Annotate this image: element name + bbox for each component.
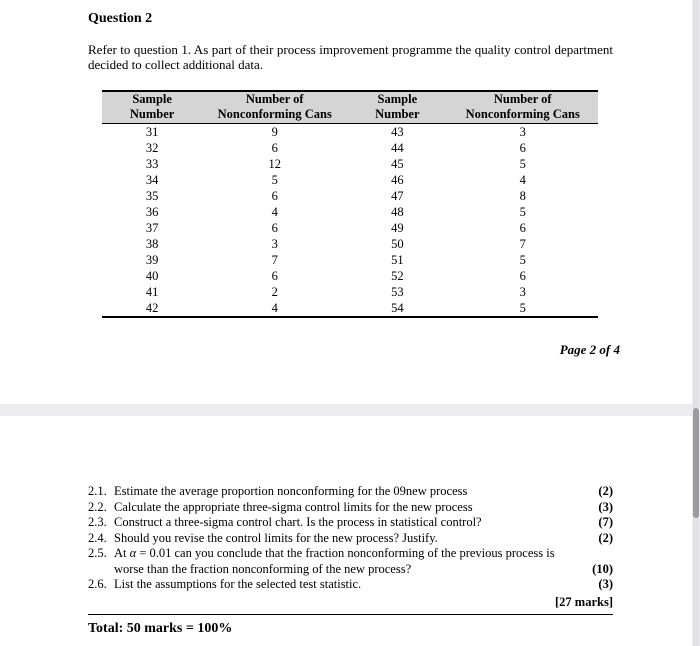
table-cell: 8 bbox=[519, 189, 526, 203]
table-cell: 6 bbox=[519, 269, 526, 283]
table-cell: 47 bbox=[391, 189, 404, 203]
table-cell: 35 bbox=[145, 189, 159, 203]
table-cell: 37 bbox=[145, 221, 159, 235]
task-text: Estimate the average proportion nonconforming for the 09new process bbox=[114, 484, 468, 498]
table-cell: 41 bbox=[145, 285, 159, 299]
task-text: List the assumptions for the selected test statistic. bbox=[114, 577, 362, 591]
table-cell: 4 bbox=[271, 205, 278, 219]
task-item bbox=[88, 577, 613, 593]
table-cell: 42 bbox=[102, 300, 202, 317]
table-row bbox=[102, 188, 598, 204]
table-cell: 4 bbox=[202, 300, 347, 317]
table-row bbox=[102, 204, 598, 220]
header-nonconforming-1-line2: Nonconforming Cans bbox=[202, 108, 347, 124]
scrollbar[interactable] bbox=[693, 0, 699, 646]
table-cell: 50 bbox=[391, 237, 404, 251]
task-marks: (7) bbox=[598, 515, 613, 529]
task-text-rest: = 0.01 can you conclude that the fraction nonconforming of the previous process is bbox=[136, 546, 555, 560]
table-cell: 3 bbox=[519, 285, 526, 299]
table-cell: 39 bbox=[145, 253, 159, 267]
header-nonconforming-2-line2: Nonconforming Cans bbox=[447, 108, 598, 124]
question-intro: Refer to question 1. As part of their process improvement programme the quality control department decided to collect additional data. bbox=[88, 42, 613, 72]
table-row bbox=[102, 284, 598, 300]
table-cell: 7 bbox=[271, 253, 278, 267]
header-sample-2: Sample bbox=[347, 91, 447, 108]
question-heading: Question 2 bbox=[88, 11, 153, 26]
task-number: 2.5. bbox=[88, 546, 107, 560]
task-continuation bbox=[88, 562, 613, 578]
table-row bbox=[102, 236, 598, 252]
table-cell: 33 bbox=[145, 157, 159, 171]
table-row bbox=[102, 140, 598, 156]
table-cell: 5 bbox=[519, 253, 526, 267]
table-cell: 6 bbox=[271, 189, 278, 203]
table-cell: 7 bbox=[519, 237, 526, 251]
task-number: 2.6. bbox=[88, 577, 107, 591]
header-sample-1-line2: Number bbox=[102, 108, 202, 124]
table-cell: 5 bbox=[447, 300, 598, 317]
table-cell: 34 bbox=[145, 173, 159, 187]
table-cell: 43 bbox=[391, 125, 404, 139]
task-item bbox=[88, 484, 613, 500]
task-item bbox=[88, 500, 613, 516]
table-header-row bbox=[102, 108, 598, 124]
table-cell: 12 bbox=[268, 157, 281, 171]
table-cell: 36 bbox=[145, 205, 159, 219]
task-list bbox=[88, 484, 613, 610]
table-cell: 4 bbox=[519, 173, 526, 187]
table-row bbox=[102, 172, 598, 188]
table-cell: 53 bbox=[391, 285, 404, 299]
table-row bbox=[102, 124, 598, 141]
task-number: 2.2. bbox=[88, 499, 107, 514]
table-row bbox=[102, 268, 598, 284]
table-cell: 2 bbox=[271, 285, 278, 299]
table-cell: 3 bbox=[519, 125, 526, 139]
task-text: Should you revise the control limits for the new process? Justify. bbox=[114, 530, 438, 545]
table-row bbox=[102, 156, 598, 172]
task-marks: (10) bbox=[592, 561, 613, 576]
table-cell: 46 bbox=[391, 173, 404, 187]
table-cell: 31 bbox=[145, 125, 159, 139]
task-number: 2.1. bbox=[88, 484, 107, 498]
table-cell: 52 bbox=[391, 269, 404, 283]
header-sample-1: Sample bbox=[102, 91, 202, 108]
table-row bbox=[102, 252, 598, 268]
alpha-symbol: α bbox=[129, 546, 137, 560]
task-marks: (3) bbox=[598, 577, 613, 591]
table-cell: 5 bbox=[519, 205, 526, 219]
table-cell: 6 bbox=[271, 141, 278, 155]
table-cell: 6 bbox=[271, 221, 278, 235]
table-cell: 40 bbox=[145, 269, 159, 283]
table-cell: 5 bbox=[519, 157, 526, 171]
page-number: Page 2 of 4 bbox=[559, 342, 620, 357]
task-text: Calculate the appropriate three-sigma control limits for the new process bbox=[114, 499, 473, 514]
header-sample-2-line2: Number bbox=[347, 108, 447, 124]
table-cell: 5 bbox=[271, 173, 278, 187]
grand-total: Total: 50 marks = 100% bbox=[88, 621, 233, 636]
task-text-prefix: At bbox=[114, 546, 130, 560]
task-text bbox=[114, 546, 613, 562]
task-item bbox=[88, 546, 613, 562]
table-row bbox=[102, 220, 598, 236]
table-cell: 44 bbox=[391, 141, 404, 155]
table-cell: 3 bbox=[271, 237, 278, 251]
table-cell: 48 bbox=[391, 205, 404, 219]
header-nonconforming-2: Number of bbox=[447, 91, 598, 108]
table-cell: 9 bbox=[271, 125, 278, 139]
scrollbar-thumb[interactable] bbox=[693, 408, 699, 518]
table-cell: 51 bbox=[391, 253, 404, 267]
total-divider bbox=[88, 614, 613, 615]
task-item bbox=[88, 531, 613, 547]
table-cell: 54 bbox=[347, 300, 447, 317]
task-number: 2.4. bbox=[88, 530, 107, 545]
table-cell: 45 bbox=[391, 157, 404, 171]
task-text: Construct a three-sigma control chart. Is the process in statistical control? bbox=[114, 515, 482, 529]
task-marks: (3) bbox=[598, 499, 613, 514]
table-cell: 32 bbox=[145, 141, 159, 155]
table-header-row bbox=[102, 91, 598, 108]
table-row bbox=[102, 300, 598, 317]
section-total-marks: [27 marks] bbox=[555, 594, 613, 609]
table-cell: 6 bbox=[519, 141, 526, 155]
table-cell: 6 bbox=[519, 221, 526, 235]
task-marks: (2) bbox=[598, 530, 613, 545]
task-number: 2.3. bbox=[88, 515, 107, 529]
table-cell: 49 bbox=[391, 221, 404, 235]
header-nonconforming-1: Number of bbox=[202, 91, 347, 108]
table-cell: 6 bbox=[271, 269, 278, 283]
task-text-cont: worse than the fraction nonconforming of the new process? bbox=[114, 561, 412, 576]
table-cell: 38 bbox=[145, 237, 159, 251]
task-item bbox=[88, 515, 613, 531]
task-marks: (2) bbox=[598, 484, 613, 498]
data-table bbox=[102, 90, 598, 318]
